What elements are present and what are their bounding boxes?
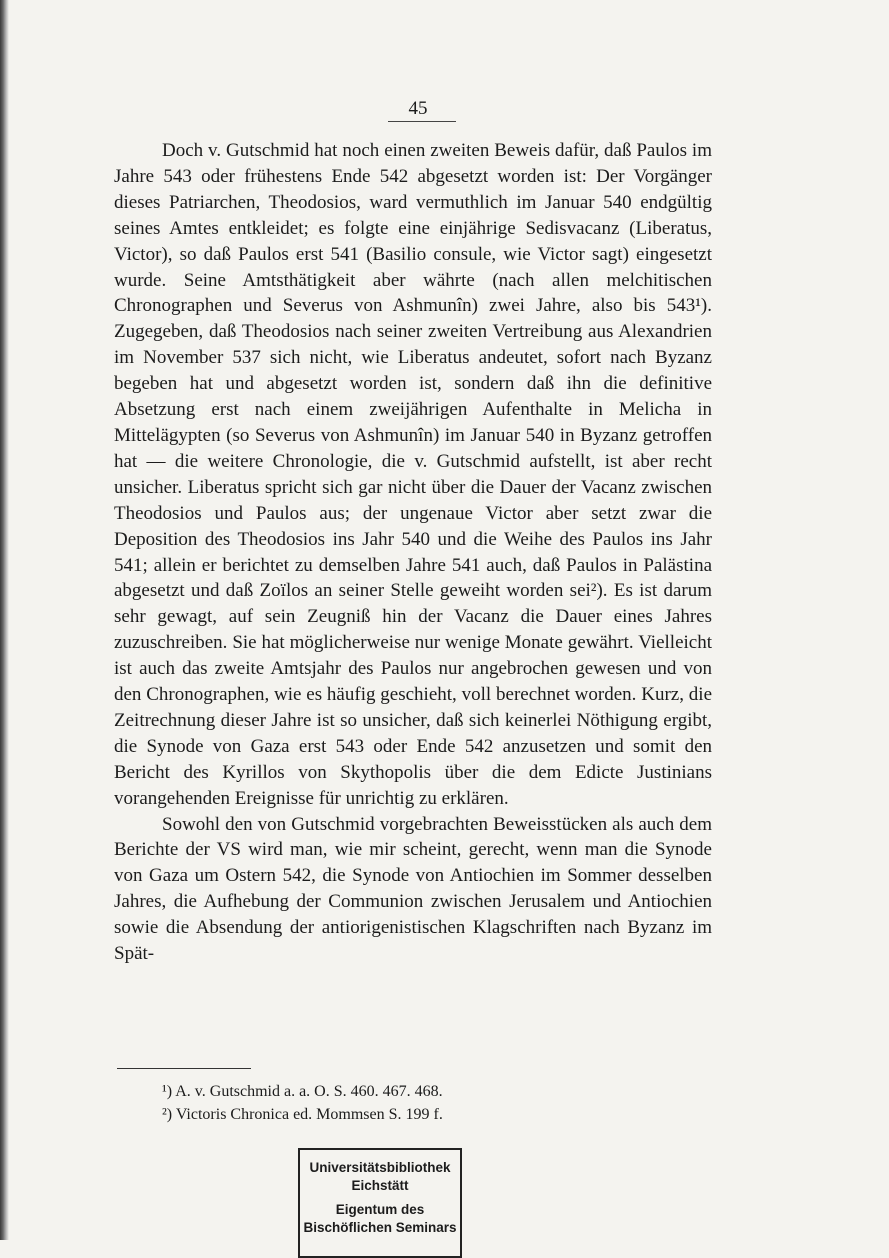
scan-edge-shadow [0,0,9,1240]
footnotes [162,1080,682,1126]
footnote: ¹) A. v. Gutschmid a. a. O. S. 460. 467. 468. [162,1083,443,1100]
paragraph: Sowohl den von Gutschmid vorgebrachten Beweisstücken als auch dem Berichte der VS wird man, wie mir scheint, gerecht, wenn man die Synode von Gaza um Ostern 542, die Synode von Antiochien im Sommer desselben Jahres, die Aufhebung der Communion zwischen Jerusalem und Antiochien sowie die Absendung der antiorigenistischen Klagschriften nach Byzanz im Spät- [114,813,712,965]
stamp-line: Universitätsbibliothek [309,1160,451,1175]
stamp-line: Eigentum des [335,1202,425,1217]
page-number: 45 [408,98,428,119]
page-number-rule [388,121,456,122]
stamp-line: Bischöflichen Seminars [303,1220,457,1235]
library-stamp [298,1148,462,1258]
stamp-line: Eichstätt [351,1178,409,1193]
footnote-separator [117,1068,251,1069]
footnote: ²) Victoris Chronica ed. Mommsen S. 199 f. [162,1106,443,1123]
body-text [114,138,712,967]
paragraph: Doch v. Gutschmid hat noch einen zweiten Beweis dafür, daß Paulos im Jahre 543 oder frühestens Ende 542 abgesetzt worden ist: Der Vorgänger dieses Patriarchen, Theodosios, ward vermuthlich im Januar 540 endgültig seines Amtes entkleidet; es folgte eine einjährige Sedisvacanz (Liberatus, Victor), so daß Paulos erst 541 (Basilio consule, wie Victor sagt) eingesetzt wurde. Seine Amtsthätigkeit aber währte (nach allen melchitischen Chronographen und Severus von Ashmunîn) zwei Jahre, also bis 543¹). Zugegeben, daß Theodosios nach seiner zweiten Vertreibung aus Alexandrien im November 537 sich nicht, wie Liberatus andeutet, sofort nach Byzanz begeben hat und abgesetzt worden ist, sondern daß ihn die definitive Absetzung erst nach einem zweijährigen Aufenthalte in Melicha in Mittelägypten (so Severus von Ashmunîn) im Januar 540 in Byzanz getroffen hat — die weitere Chronologie, die v. Gutschmid aufstellt, ist aber recht unsicher. Liberatus spricht sich gar nicht über die Dauer der Vacanz zwischen Theodosios und Paulos aus; der ungenaue Victor aber setzt zwar die Deposition des Theodosios ins Jahr 540 und die Weihe des Paulos ins Jahr 541; allein er berichtet zu demselben Jahre 541 auch, daß Paulos in Palästina abgesetzt und daß Zoïlos an seiner Stelle geweiht worden sei²). Es ist darum sehr gewagt, auf sein Zeugniß hin der Vacanz die Dauer eines Jahres zuzuschreiben. Sie hat möglicherweise nur wenige Monate gewährt. Vielleicht ist auch das zweite Amtsjahr des Paulos nur angebrochen gewesen und von den Chronographen, wie es häufig geschieht, voll berechnet worden. Kurz, die Zeitrechnung dieser Jahre ist so unsicher, daß sich keinerlei Nöthigung ergibt, die Synode von Gaza erst 543 oder Ende 542 anzusetzen und somit den Bericht des Kyrillos von Skythopolis über die dem Edicte Justinians vorangehenden Ereignisse für unrichtig zu erklären. [114,140,712,809]
